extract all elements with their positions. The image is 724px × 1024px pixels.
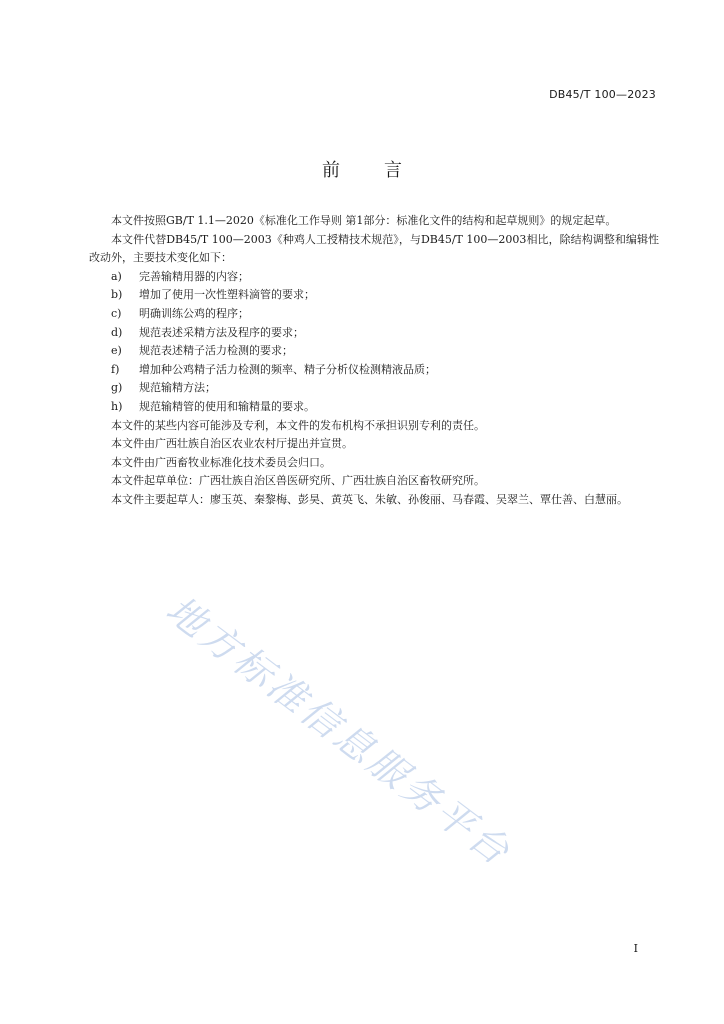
- list-text: 完善输精用器的内容；: [139, 269, 249, 283]
- list-text: 规范表述采精方法及程序的要求；: [139, 325, 304, 339]
- watermark: 地方标准信息服务平台: [158, 587, 521, 876]
- list-text: 增加种公鸡精子活力检测的频率、精子分析仪检测精液品质；: [139, 362, 436, 376]
- list-text: 明确训练公鸡的程序；: [139, 306, 249, 320]
- paragraph: 本文件主要起草人：廖玉英、秦黎梅、彭昊、黄英飞、朱敏、孙俊丽、马春霞、吴翠兰、覃仕善、白慧丽。: [111, 492, 628, 506]
- list-marker: f): [111, 362, 120, 376]
- title-char-1: 前: [322, 160, 340, 181]
- list-marker: a): [111, 269, 122, 283]
- list-item: [89, 398, 659, 417]
- list-item: [89, 268, 659, 287]
- paragraph: 本文件由广西畜牧业标准化技术委员会归口。: [111, 455, 331, 469]
- list-item: [89, 379, 659, 398]
- list-text: 规范输精管的使用和输精量的要求。: [139, 399, 315, 413]
- list-item: [89, 342, 659, 361]
- list-marker: d): [111, 325, 123, 339]
- foreword-body: [89, 212, 659, 510]
- list-item: [89, 305, 659, 324]
- paragraph: 本文件按照GB/T 1.1—2020《标准化工作导则 第1部分：标准化文件的结构和起草规则》的规定起草。: [111, 214, 617, 227]
- list-text: 规范输精方法；: [139, 381, 216, 395]
- page-title: [0, 156, 724, 182]
- title-char-2: 言: [384, 160, 402, 181]
- list-text: 增加了使用一次性塑料滴管的要求；: [139, 288, 315, 302]
- paragraph: 本文件起草单位：广西壮族自治区兽医研究所、广西壮族自治区畜牧研究所。: [111, 474, 485, 488]
- list-item: [89, 324, 659, 343]
- document-code: DB45/T 100—2023: [549, 88, 656, 101]
- paragraph: 本文件由广西壮族自治区农业农村厅提出并宣贯。: [111, 437, 353, 451]
- list-item: [89, 361, 659, 380]
- list-marker: b): [111, 288, 123, 302]
- paragraph: 本文件的某些内容可能涉及专利，本文件的发布机构不承担识别专利的责任。: [111, 418, 485, 432]
- list-marker: c): [111, 306, 122, 320]
- list-marker: h): [111, 399, 123, 413]
- list-marker: g): [111, 381, 123, 395]
- page-number: I: [633, 942, 638, 955]
- list-marker: e): [111, 344, 122, 358]
- list-item: [89, 286, 659, 305]
- paragraph: 本文件代替DB45/T 100—2003《种鸡人工授精技术规范》，与DB45/T 100—2003相比，除结构调整和编辑性改动外，主要技术变化如下：: [89, 232, 659, 265]
- list-text: 规范表述精子活力检测的要求；: [139, 344, 293, 358]
